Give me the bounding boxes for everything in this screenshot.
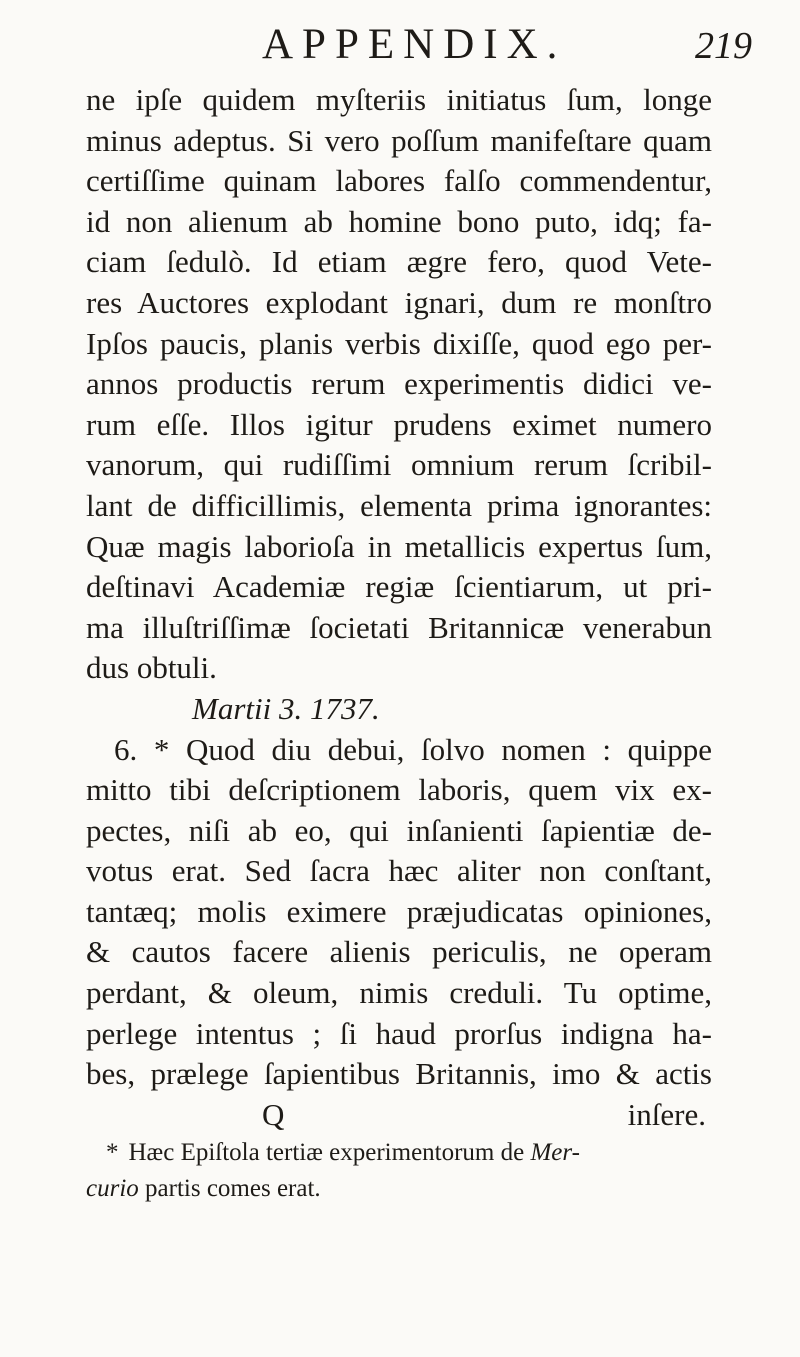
text-line: res Auctores explodant ignari, dum re monſtro xyxy=(86,284,712,320)
text-line: dus obtuli. xyxy=(86,650,217,686)
gathering-signature: Q xyxy=(262,1096,285,1132)
text-line: certiſſime quinam labores falſo commendentur, xyxy=(86,163,712,199)
catchword: inſere. xyxy=(627,1096,706,1132)
footnote xyxy=(86,1135,712,1171)
text-line: perlege intentus ; ſi haud prorſus indigna ha- xyxy=(86,1015,712,1051)
text-line: votus erat. Sed ſacra hæc aliter non conſtant, xyxy=(86,853,712,889)
text-line: ma illuſtriſſimæ ſocietati Britannicæ venerabun xyxy=(86,609,712,645)
footnote-text-italic: curio xyxy=(86,1175,139,1203)
letter-date: Martii 3. 1737. xyxy=(192,690,380,726)
text-line: perdant, & oleum, nimis creduli. Tu optime, xyxy=(86,975,712,1011)
body-text xyxy=(86,80,712,1207)
footnote-text: partis comes erat. xyxy=(145,1175,321,1203)
text-line: Ipſos paucis, planis verbis dixiſſe, quod ego per- xyxy=(86,325,712,361)
text-line: pectes, niſi ab eo, qui inſanienti ſapientiæ de- xyxy=(86,812,712,848)
text-line: id non alienum ab homine bono puto, idq; fa- xyxy=(86,203,712,239)
text-line: vanorum, qui rudiſſimi omnium rerum ſcribil- xyxy=(86,447,712,483)
text-line: minus adeptus. Si vero poſſum manifeſtare quam xyxy=(86,122,712,158)
text-line: & cautos facere alienis periculis, ne operam xyxy=(86,934,712,970)
text-line: bes, prælege ſapientibus Britannis, imo & actis xyxy=(86,1056,712,1092)
text-line: rum eſſe. Illos igitur prudens eximet numero xyxy=(86,406,712,442)
footnote-text-italic: Mer- xyxy=(530,1139,580,1167)
signature-row xyxy=(86,1095,712,1136)
text-line: lant de difficillimis, elementa prima ignorantes: xyxy=(86,487,712,523)
text-line: 6. * Quod diu debui, ſolvo nomen : quippe xyxy=(114,731,712,767)
text-line: mitto tibi deſcriptionem laboris, quem vix ex- xyxy=(86,772,712,808)
page-number: 219 xyxy=(695,25,752,67)
footnote-continuation xyxy=(86,1171,712,1207)
text-line: tantæq; molis eximere præjudicatas opiniones, xyxy=(86,893,712,929)
running-head: APPENDIX. xyxy=(262,21,567,68)
footnote-marker: * xyxy=(106,1139,119,1167)
footnote-text: Hæc Epiſtola tertiæ experimentorum de xyxy=(128,1139,525,1167)
text-line: ne ipſe quidem myſteriis initiatus ſum, longe xyxy=(86,82,712,117)
text-line: annos productis rerum experimentis didici ve- xyxy=(86,366,712,402)
text-line: ciam ſedulò. Id etiam ægre fero, quod Vete- xyxy=(86,244,712,280)
text-line: Quæ magis laborioſa in metallicis expertus ſum, xyxy=(86,528,712,564)
text-line: deſtinavi Academiæ regiæ ſcientiarum, ut pri- xyxy=(86,569,712,605)
page-header xyxy=(0,6,800,76)
